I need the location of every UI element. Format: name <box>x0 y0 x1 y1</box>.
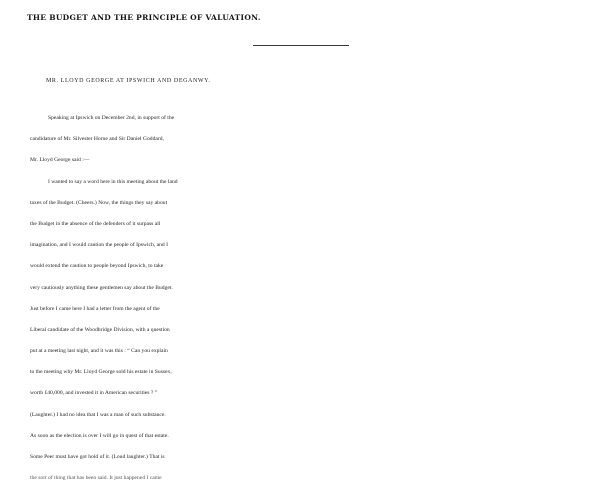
body-line: Mr. Lloyd George said :— <box>30 157 90 164</box>
body-line: the sort of thing that has been said. It just happened I came <box>30 475 162 482</box>
body-line: imagination, and I would caution the people of Ipswich, and I <box>30 242 168 249</box>
article-body <box>30 108 610 489</box>
body-line: would extend the caution to people beyond Ipswich, to take <box>30 263 164 270</box>
body-line: the Budget in the absence of the defenders of it surpass all <box>30 220 161 227</box>
article-title: THE BUDGET AND THE PRINCIPLE OF VALUATION. <box>27 13 261 22</box>
body-line: Liberal candidate of the Woodbridge Division, with a question <box>30 326 170 333</box>
body-line: Some Peer must have got hold of it. (Loud laughter.) That is <box>30 454 165 460</box>
body-line: very cautiously anything these gentlemen say about the Budget. <box>30 284 173 291</box>
body-line: candidature of Mr. Silvester Horne and Sir Daniel Goddard, <box>30 136 164 143</box>
body-line: I wanted to say a word here in this meeting about the land <box>48 178 178 185</box>
body-line: to the meeting why Mr. Lloyd George sold his estate in Sussex, <box>30 369 172 376</box>
body-line: (Laughter.) I had no idea that I was a man of such substance. <box>30 411 166 418</box>
title-divider <box>253 45 349 46</box>
body-line: put at a meeting last night, and it was this : “ Can you explain <box>30 348 168 355</box>
body-line: Speaking at Ipswich on December 2nd, in support of the <box>48 115 175 121</box>
body-line: taxes of the Budget. (Cheers.) Now, the things they say about <box>30 199 168 206</box>
body-line: Just before I came here I had a letter from the agent of the <box>30 305 160 312</box>
body-line: worth £40,000, and invested it in American securities ? ” <box>30 390 158 397</box>
body-line: As soon as the election is over I will go in quest of that estate. <box>30 432 169 439</box>
article-subtitle: MR. LLOYD GEORGE AT IPSWICH AND DEGANWY. <box>46 78 211 84</box>
